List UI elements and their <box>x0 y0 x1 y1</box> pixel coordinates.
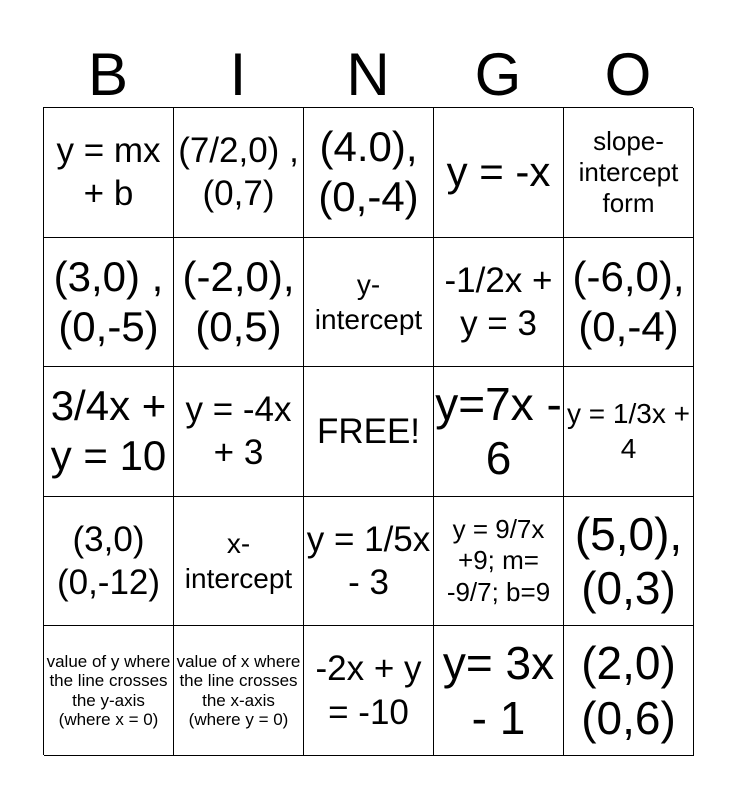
bingo-cell[interactable]: y = 1/3x + 4 <box>564 367 694 497</box>
header-letter-n: N <box>346 41 390 108</box>
bingo-cell[interactable]: (-2,0), (0,5) <box>174 238 304 368</box>
bingo-cell[interactable]: slope-intercept form <box>564 108 694 238</box>
bingo-cell[interactable]: -2x + y = -10 <box>304 626 434 756</box>
header-letter-g: G <box>474 41 522 108</box>
bingo-cell[interactable]: (5,0), (0,3) <box>564 497 694 627</box>
bingo-cell[interactable]: value of y where the line crosses the y-axis (where x = 0) <box>44 626 174 756</box>
bingo-cell[interactable]: y-intercept <box>304 238 434 368</box>
header-letter-o: O <box>604 41 652 108</box>
bingo-cell[interactable]: x-intercept <box>174 497 304 627</box>
bingo-cell[interactable]: y= 3x - 1 <box>434 626 564 756</box>
bingo-cell[interactable]: y=7x - 6 <box>434 367 564 497</box>
bingo-cell[interactable]: (-6,0), (0,-4) <box>564 238 694 368</box>
header-letter-b: B <box>87 41 129 108</box>
header-letter-i: I <box>229 41 247 108</box>
bingo-card <box>43 107 693 755</box>
bingo-cell[interactable]: (2,0) (0,6) <box>564 626 694 756</box>
bingo-cell[interactable]: (3,0) (0,-12) <box>44 497 174 627</box>
bingo-cell[interactable]: 3/4x + y = 10 <box>44 367 174 497</box>
bingo-cell[interactable]: y = 1/5x - 3 <box>304 497 434 627</box>
bingo-header <box>43 42 693 108</box>
bingo-cell[interactable]: value of x where the line crosses the x-axis (where y = 0) <box>174 626 304 756</box>
bingo-cell[interactable]: y = mx + b <box>44 108 174 238</box>
bingo-cell[interactable]: (3,0) , (0,-5) <box>44 238 174 368</box>
bingo-cell[interactable]: (7/2,0) , (0,7) <box>174 108 304 238</box>
free-cell[interactable]: FREE! <box>304 367 434 497</box>
bingo-cell[interactable]: y = -x <box>434 108 564 238</box>
bingo-cell[interactable]: -1/2x + y = 3 <box>434 238 564 368</box>
bingo-cell[interactable]: (4.0), (0,-4) <box>304 108 434 238</box>
bingo-cell[interactable]: y = 9/7x +9; m= -9/7; b=9 <box>434 497 564 627</box>
bingo-cell[interactable]: y = -4x + 3 <box>174 367 304 497</box>
